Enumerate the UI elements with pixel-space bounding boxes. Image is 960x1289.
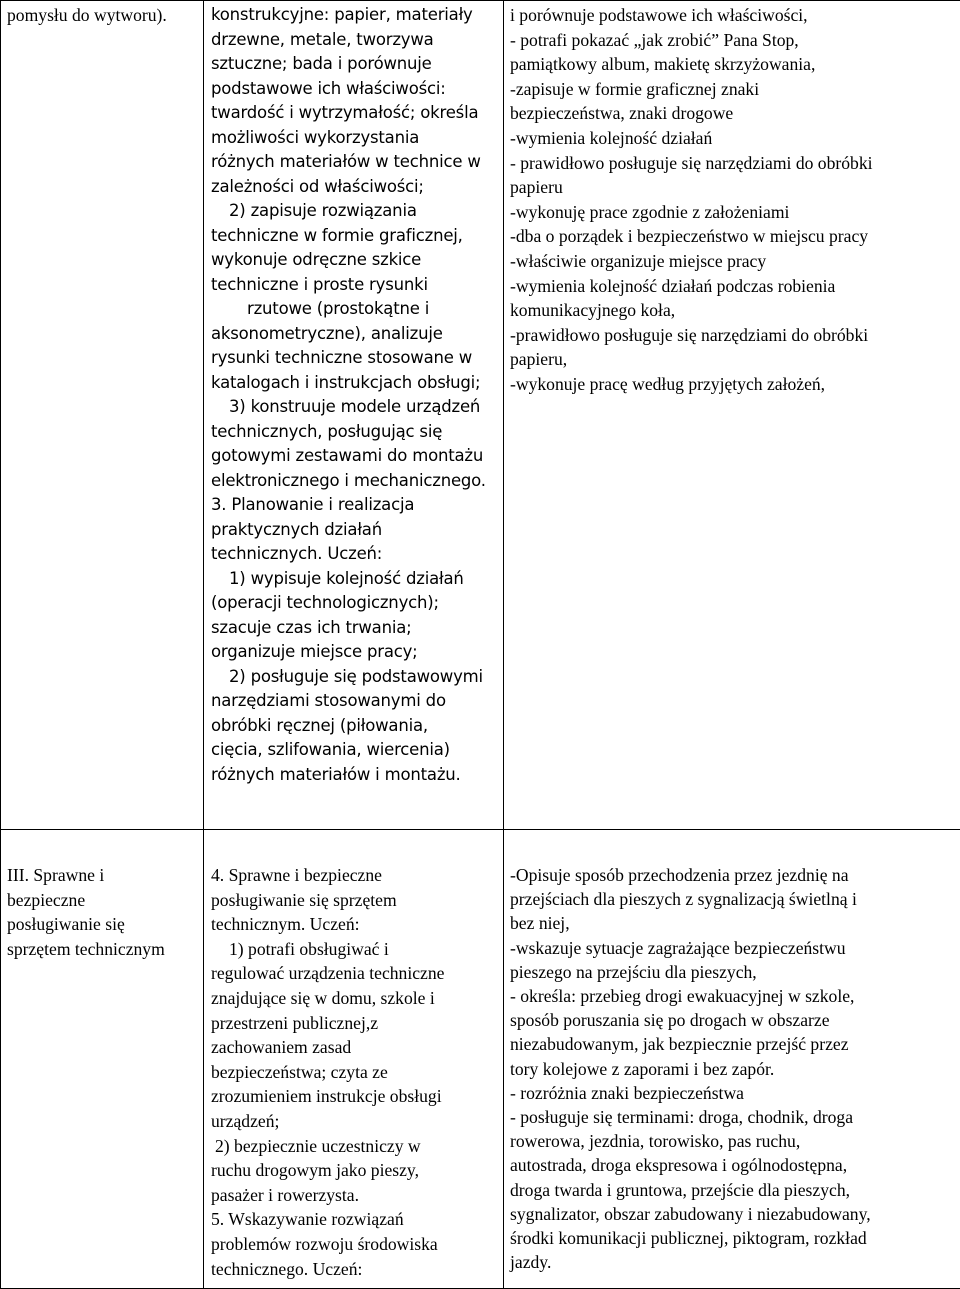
outcomes-cell	[504, 1, 960, 830]
text-line: 5. Wskazywanie rozwiązań	[211, 1207, 499, 1232]
text-line: wykonuje odręczne szkice	[211, 248, 499, 273]
text-line: komunikacyjnego koła,	[510, 298, 956, 323]
text-line: droga twarda i gruntowa, przejście dla pieszych,	[510, 1178, 956, 1202]
table-row	[1, 830, 960, 1289]
text-line: posługiwanie się sprzętem	[211, 888, 499, 913]
text-line: praktycznych działań	[211, 518, 499, 543]
text-line: -Opisuje sposób przechodzenia przez jezdnię na	[510, 863, 956, 887]
text-line: 3. Planowanie i realizacja	[211, 493, 499, 518]
area-cell	[1, 1, 204, 830]
text-line: -wskazuje sytuacje zagrażające bezpieczeństwu	[510, 936, 956, 960]
table-row	[1, 1, 960, 830]
text-line: katalogach i instrukcjach obsługi;	[211, 371, 499, 396]
text-line: papieru,	[510, 347, 956, 372]
text-line: gotowymi zestawami do montażu	[211, 444, 499, 469]
text-line: elektronicznego i mechanicznego.	[211, 469, 499, 494]
text-line: niezabudowanym, jak bezpiecznie przejść przez	[510, 1032, 956, 1056]
text-line: pasażer i rowerzysta.	[211, 1183, 499, 1208]
text-line: zrozumieniem instrukcje obsługi	[211, 1084, 499, 1109]
text-line: możliwości wykorzystania	[211, 126, 499, 151]
text-line: - posługuje się terminami: droga, chodnik, droga	[510, 1105, 956, 1129]
text-line: -właściwie organizuje miejsce pracy	[510, 249, 956, 274]
text-line: -dba o porządek i bezpieczeństwo w miejscu pracy	[510, 224, 956, 249]
text-line: narzędziami stosowanymi do	[211, 689, 499, 714]
text-line: 3) konstruuje modele urządzeń	[211, 395, 499, 420]
text-line: (operacji technologicznych);	[211, 591, 499, 616]
text-line: techniczne w formie graficznej,	[211, 224, 499, 249]
text-line: papieru	[510, 175, 956, 200]
text-line: -wykonuje pracę według przyjętych założeń,	[510, 372, 956, 397]
text-line: przestrzeni publicznej,z	[211, 1011, 499, 1036]
text-line: jazdy.	[510, 1250, 956, 1274]
text-line: aksonometryczne), analizuje	[211, 322, 499, 347]
text-line: zależności od właściwości;	[211, 175, 499, 200]
text-line: regulować urządzenia techniczne	[211, 961, 499, 986]
text-line: - rozróżnia znaki bezpieczeństwa	[510, 1081, 956, 1105]
text-line: 2) posługuje się podstawowymi	[211, 665, 499, 690]
text-line: sygnalizator, obszar zabudowany i niezabudowany,	[510, 1202, 956, 1226]
area-cell	[1, 830, 204, 1289]
text-line: bezpieczeństwa, znaki drogowe	[510, 101, 956, 126]
text-line: twardość i wytrzymałość; określa	[211, 101, 499, 126]
text-line: -wymienia kolejność działań	[510, 126, 956, 151]
text-line: urządzeń;	[211, 1109, 499, 1134]
text-line: bez niej,	[510, 911, 956, 935]
text-line: pomysłu do wytworu).	[7, 3, 199, 28]
text-line: szacuje czas ich trwania;	[211, 616, 499, 641]
text-line: autostrada, droga ekspresowa i ogólnodostępna,	[510, 1153, 956, 1177]
text-line: 4. Sprawne i bezpieczne	[211, 863, 499, 888]
text-line: drzewne, metale, tworzywa	[211, 28, 499, 53]
text-line: rzutowe (prostokątne i	[211, 297, 499, 322]
text-line: bezpieczne	[7, 888, 199, 913]
text-line: techniczne i proste rysunki	[211, 273, 499, 298]
text-line: cięcia, szlifowania, wiercenia)	[211, 738, 499, 763]
text-line: tory kolejowe z zaporami i bez zapór.	[510, 1057, 956, 1081]
text-line: środki komunikacji publicznej, piktogram, rozkład	[510, 1226, 956, 1250]
text-line: problemów rozwoju środowiska	[211, 1232, 499, 1257]
text-line: -zapisuje w formie graficznej znaki	[510, 77, 956, 102]
text-line: technicznego. Uczeń:	[211, 1257, 499, 1282]
text-line: sposób poruszania się po drogach w obszarze	[510, 1008, 956, 1032]
text-line: rysunki techniczne stosowane w	[211, 346, 499, 371]
text-line: różnych materiałów w technice w	[211, 150, 499, 175]
outcomes-text	[504, 830, 960, 1274]
text-line: podstawowe ich właściwości:	[211, 77, 499, 102]
area-text	[1, 1, 203, 28]
text-line: 1) potrafi obsługiwać i	[211, 937, 499, 962]
text-line: -prawidłowo posługuje się narzędziami do obróbki	[510, 323, 956, 348]
requirements-text	[204, 1, 503, 787]
text-line: i porównuje podstawowe ich właściwości,	[510, 3, 956, 28]
text-line: technicznych, posługując się	[211, 420, 499, 445]
text-line: technicznym. Uczeń:	[211, 912, 499, 937]
text-line: przejściach dla pieszych z sygnalizacją świetlną i	[510, 887, 956, 911]
text-line: organizuje miejsce pracy;	[211, 640, 499, 665]
text-line: obróbki ręcznej (piłowania,	[211, 714, 499, 739]
text-line: - określa: przebieg drogi ewakuacyjnej w szkole,	[510, 984, 956, 1008]
requirements-cell	[204, 830, 504, 1289]
text-line: 2) zapisuje rozwiązania	[211, 199, 499, 224]
requirements-text	[204, 830, 503, 1281]
text-line: pamiątkowy album, makietę skrzyżowania,	[510, 52, 956, 77]
area-text	[1, 830, 203, 961]
text-line: zachowaniem zasad	[211, 1035, 499, 1060]
text-line: - potrafi pokazać „jak zrobić” Pana Stop,	[510, 28, 956, 53]
requirements-cell	[204, 1, 504, 830]
text-line: 1) wypisuje kolejność działań	[211, 567, 499, 592]
outcomes-text	[504, 1, 960, 397]
outcomes-cell	[504, 830, 960, 1289]
text-line: -wymienia kolejność działań podczas robienia	[510, 274, 956, 299]
text-line: konstrukcyjne: papier, materiały	[211, 3, 499, 28]
text-line: technicznych. Uczeń:	[211, 542, 499, 567]
text-line: różnych materiałów i montażu.	[211, 763, 499, 788]
text-line: III. Sprawne i	[7, 863, 199, 888]
text-line: - prawidłowo posługuje się narzędziami do obróbki	[510, 151, 956, 176]
text-line: sztuczne; bada i porównuje	[211, 52, 499, 77]
text-line: sprzętem technicznym	[7, 937, 199, 962]
text-line: 2) bezpiecznie uczestniczy w	[211, 1134, 499, 1159]
text-line: bezpieczeństwa; czyta ze	[211, 1060, 499, 1085]
text-line: rowerowa, jezdnia, torowisko, pas ruchu,	[510, 1129, 956, 1153]
text-line: znajdujące się w domu, szkole i	[211, 986, 499, 1011]
text-line: -wykonuję prace zgodnie z założeniami	[510, 200, 956, 225]
text-line: ruchu drogowym jako pieszy,	[211, 1158, 499, 1183]
text-line: posługiwanie się	[7, 912, 199, 937]
text-line: pieszego na przejściu dla pieszych,	[510, 960, 956, 984]
